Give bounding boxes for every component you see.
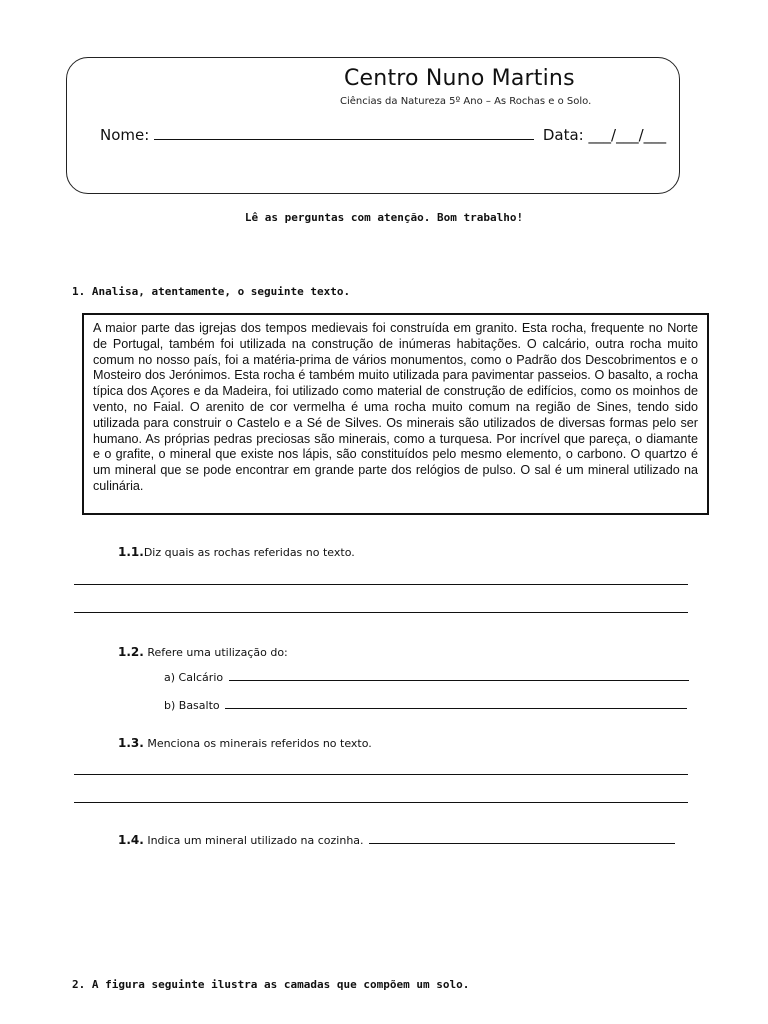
option-b [164,699,687,712]
option-a [164,671,689,684]
question-1-1-text: Diz quais as rochas referidas no texto. [143,546,355,559]
question-1-1 [118,545,355,559]
date-field[interactable]: ___/___/___ [588,126,667,144]
question-1-4-number: 1.4. [118,833,144,847]
option-b-label: b) Basalto [164,699,220,712]
school-name: Centro Nuno Martins [344,66,575,91]
answer-line-1-3a[interactable] [74,774,688,775]
name-label: Nome: [100,126,150,144]
question-1-2-number: 1.2. [118,645,144,659]
question-2-title: 2. A figura seguinte ilustra as camadas que compõem um solo. [72,978,470,991]
instruction-text: Lê as perguntas com atenção. Bom trabalho! [244,211,524,224]
answer-line-1-1b[interactable] [74,612,688,613]
question-1-4-text: Indica um mineral utilizado na cozinha. [143,834,364,847]
question-1-3 [118,736,372,750]
answer-line-1-1a[interactable] [74,584,688,585]
answer-line-1-4[interactable] [369,843,675,844]
question-1-title: 1. Analisa, atentamente, o seguinte texto. [72,285,351,298]
name-date-row [100,126,670,144]
question-1-3-text: Menciona os minerais referidos no texto. [143,737,372,750]
worksheet-subtitle: Ciências da Natureza 5º Ano – As Rochas e o Solo. [340,96,592,107]
date-label: Data: [542,126,584,144]
question-1-3-number: 1.3. [118,736,144,750]
question-1-1-number: 1.1. [118,545,144,559]
option-b-answer-line[interactable] [225,708,687,709]
question-1-4 [118,833,675,847]
name-field[interactable] [154,139,534,140]
option-a-label: a) Calcário [164,671,224,684]
reading-text-box: A maior parte das igrejas dos tempos medievais foi construída em granito. Esta rocha, frequente no Norte de Portugal, também foi utilizada na construção de inúmeras habitações. O calcário, outra rocha muito comum no nosso país, foi a matéria-prima de vários monumentos, como o Padrão dos Descobrimentos e o Mosteiro dos Jerónimos. Esta rocha é também muito utilizada para pavimentar passeios. O basalto, a rocha típica dos Açores e da Madeira, foi utilizado como material de construção de edifícios, como os moinhos de vento, no Faial. O arenito de cor vermelha é uma rocha muito comum na região de Sines, tendo sido utilizada para construir o Castelo e a Sé de Silves. Os minerais são utilizados de diversas formas pelo ser humano. As próprias pedras preciosas são minerais, como a turquesa. Por incrível que pareça, o diamante e o grafite, o mineral que existe nos lápis, são constituídos pelo mesmo elemento, o carbono. O quartzo é um mineral que se pode encontrar em grande parte dos relógios de pulso. O sal é um mineral utilizado na culinária. [82,313,709,515]
option-a-answer-line[interactable] [229,680,689,681]
question-1-2-text: Refere uma utilização do: [143,646,288,659]
answer-line-1-3b[interactable] [74,802,688,803]
question-1-2 [118,645,288,659]
